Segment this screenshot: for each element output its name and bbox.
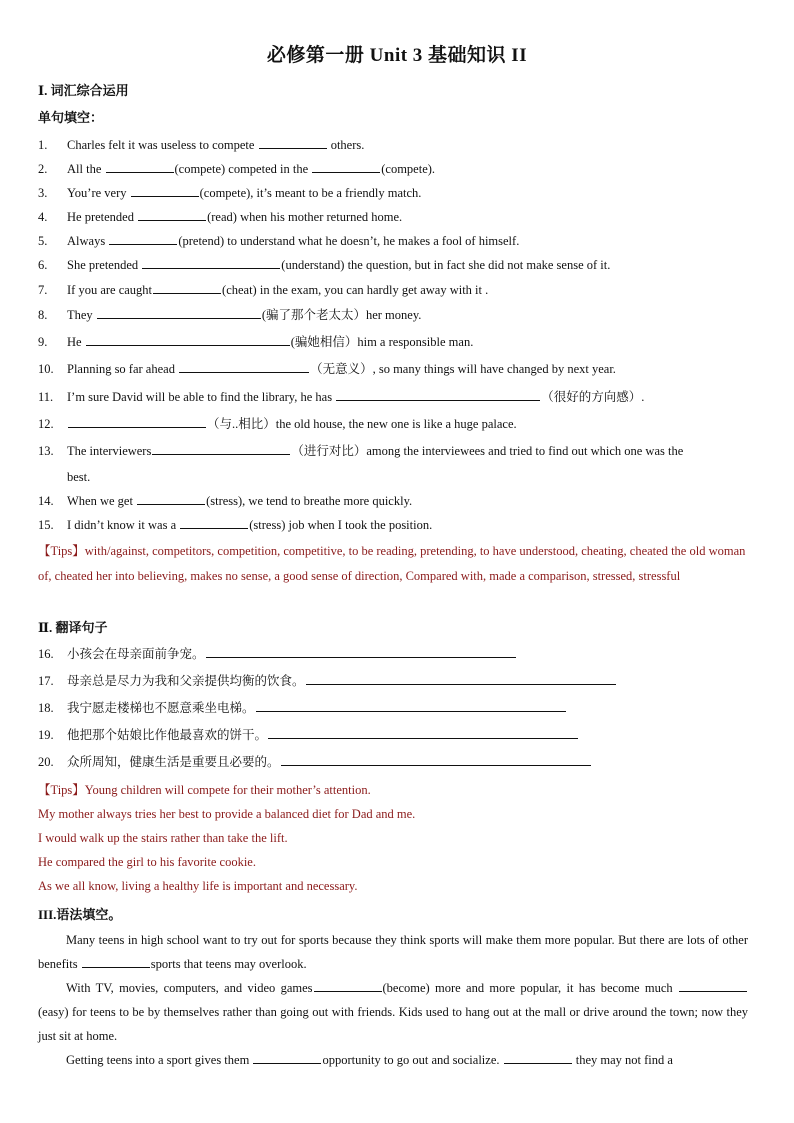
- translation-17: 17. 母亲总是尽力为我和父亲提供均衡的饮食。: [38, 669, 754, 693]
- question-9: 9. He (骗她相信）him a responsible man.: [38, 330, 754, 354]
- question-10: 10. Planning so far ahead （无意义）, so many things will have changed by next year.: [38, 357, 754, 381]
- tip-line: 【Tips】Young children will compete for their mother’s attention.: [38, 783, 371, 797]
- section2-heading: Ⅱ. 翻译句子: [38, 620, 108, 635]
- question-14: 14. When we get (stress), we tend to breathe more quickly.: [38, 489, 754, 513]
- passage-paragraph-1: Many teens in high school want to try out for sports because they think sports will make them more popular. But there are lots of other benefits sports that teens may overlook.: [38, 933, 748, 971]
- section3-heading: III.语法填空。: [38, 907, 122, 922]
- answer-blank[interactable]: [131, 183, 199, 197]
- translation-20: 20. 众所周知，健康生活是重要且必要的。: [38, 750, 754, 774]
- answer-blank[interactable]: [68, 414, 206, 428]
- question-4: 4. He pretended (read) when his mother returned home.: [38, 205, 754, 229]
- answer-blank[interactable]: [336, 387, 540, 401]
- question-11: 11. I’m sure David will be able to find the library, he has （很好的方向感）.: [38, 385, 754, 409]
- question-1: 1. Charles felt it was useless to compete others.: [38, 133, 754, 157]
- answer-blank[interactable]: [312, 159, 380, 173]
- passage-paragraph-3: Getting teens into a sport gives them opportunity to go out and socialize. they may not find a: [38, 1048, 748, 1072]
- section1-tips: 【Tips】with/against, competitors, competition, competitive, to be reading, pretending, to have understood, cheating, cheated the old woman of, cheated her into believing, makes no sense, a good sense of direction, Compared with, made a comparison, stressed, stressful: [38, 544, 746, 583]
- answer-blank[interactable]: [179, 359, 309, 373]
- page-title: 必修第一册 Unit 3 基础知识 II: [266, 45, 528, 66]
- section1-subheading: 单句填空：: [38, 110, 104, 125]
- section1-heading: Ⅰ. 词汇综合运用: [38, 83, 129, 98]
- tip-line: He compared the girl to his favorite cookie.: [38, 855, 256, 869]
- answer-blank[interactable]: [109, 231, 177, 245]
- answer-blank[interactable]: [268, 725, 578, 739]
- answer-blank[interactable]: [679, 978, 747, 992]
- answer-blank[interactable]: [206, 644, 516, 658]
- answer-blank[interactable]: [152, 441, 290, 455]
- question-2: 2. All the (compete) competed in the (compete).: [38, 157, 754, 181]
- translation-18: 18. 我宁愿走楼梯也不愿意乘坐电梯。: [38, 696, 754, 720]
- tip-line: My mother always tries her best to provide a balanced diet for Dad and me.: [38, 807, 416, 821]
- section2-tips: [38, 778, 758, 899]
- question-12: 12. （与..相比）the old house, the new one is like a huge palace.: [38, 412, 754, 436]
- answer-blank[interactable]: [314, 978, 382, 992]
- answer-blank[interactable]: [138, 207, 206, 221]
- answer-blank[interactable]: [137, 491, 205, 505]
- question-13-continued: best.: [67, 470, 91, 484]
- question-3: 3. You’re very (compete), it’s meant to be a friendly match.: [38, 181, 754, 205]
- question-7: 7. If you are caught (cheat) in the exam, you can hardly get away with it .: [38, 278, 754, 302]
- tip-line: As we all know, living a healthy life is important and necessary.: [38, 879, 358, 893]
- answer-blank[interactable]: [504, 1050, 572, 1064]
- translation-19: 19. 他把那个姑娘比作他最喜欢的饼干。: [38, 723, 754, 747]
- answer-blank[interactable]: [306, 671, 616, 685]
- question-13: 13. The interviewers （进行对比）among the interviewees and tried to find out which one was the: [38, 439, 754, 463]
- passage-paragraph-2: With TV, movies, computers, and video games (become) more and more popular, it has become much (easy) for teens to be by themselves rather than going out with friends. Kids used to hang out at the mall or drive around the town; now they just sit at home.: [38, 976, 748, 1048]
- question-5: 5. Always (pretend) to understand what he doesn’t, he makes a fool of himself.: [38, 229, 754, 253]
- answer-blank[interactable]: [253, 1050, 321, 1064]
- question-6: 6. She pretended (understand) the question, but in fact she did not make sense of it.: [38, 253, 754, 277]
- answer-blank[interactable]: [142, 255, 280, 269]
- answer-blank[interactable]: [256, 698, 566, 712]
- question-15: 15. I didn’t know it was a (stress) job when I took the position.: [38, 513, 754, 537]
- answer-blank[interactable]: [281, 752, 591, 766]
- answer-blank[interactable]: [86, 332, 290, 346]
- tip-line: I would walk up the stairs rather than take the lift.: [38, 831, 288, 845]
- question-8: 8. They (骗了那个老太太）her money.: [38, 303, 754, 327]
- answer-blank[interactable]: [153, 280, 221, 294]
- answer-blank[interactable]: [106, 159, 174, 173]
- translation-16: 16. 小孩会在母亲面前争宠。: [38, 642, 754, 666]
- answer-blank[interactable]: [97, 305, 261, 319]
- answer-blank[interactable]: [82, 954, 150, 968]
- answer-blank[interactable]: [259, 135, 327, 149]
- answer-blank[interactable]: [180, 515, 248, 529]
